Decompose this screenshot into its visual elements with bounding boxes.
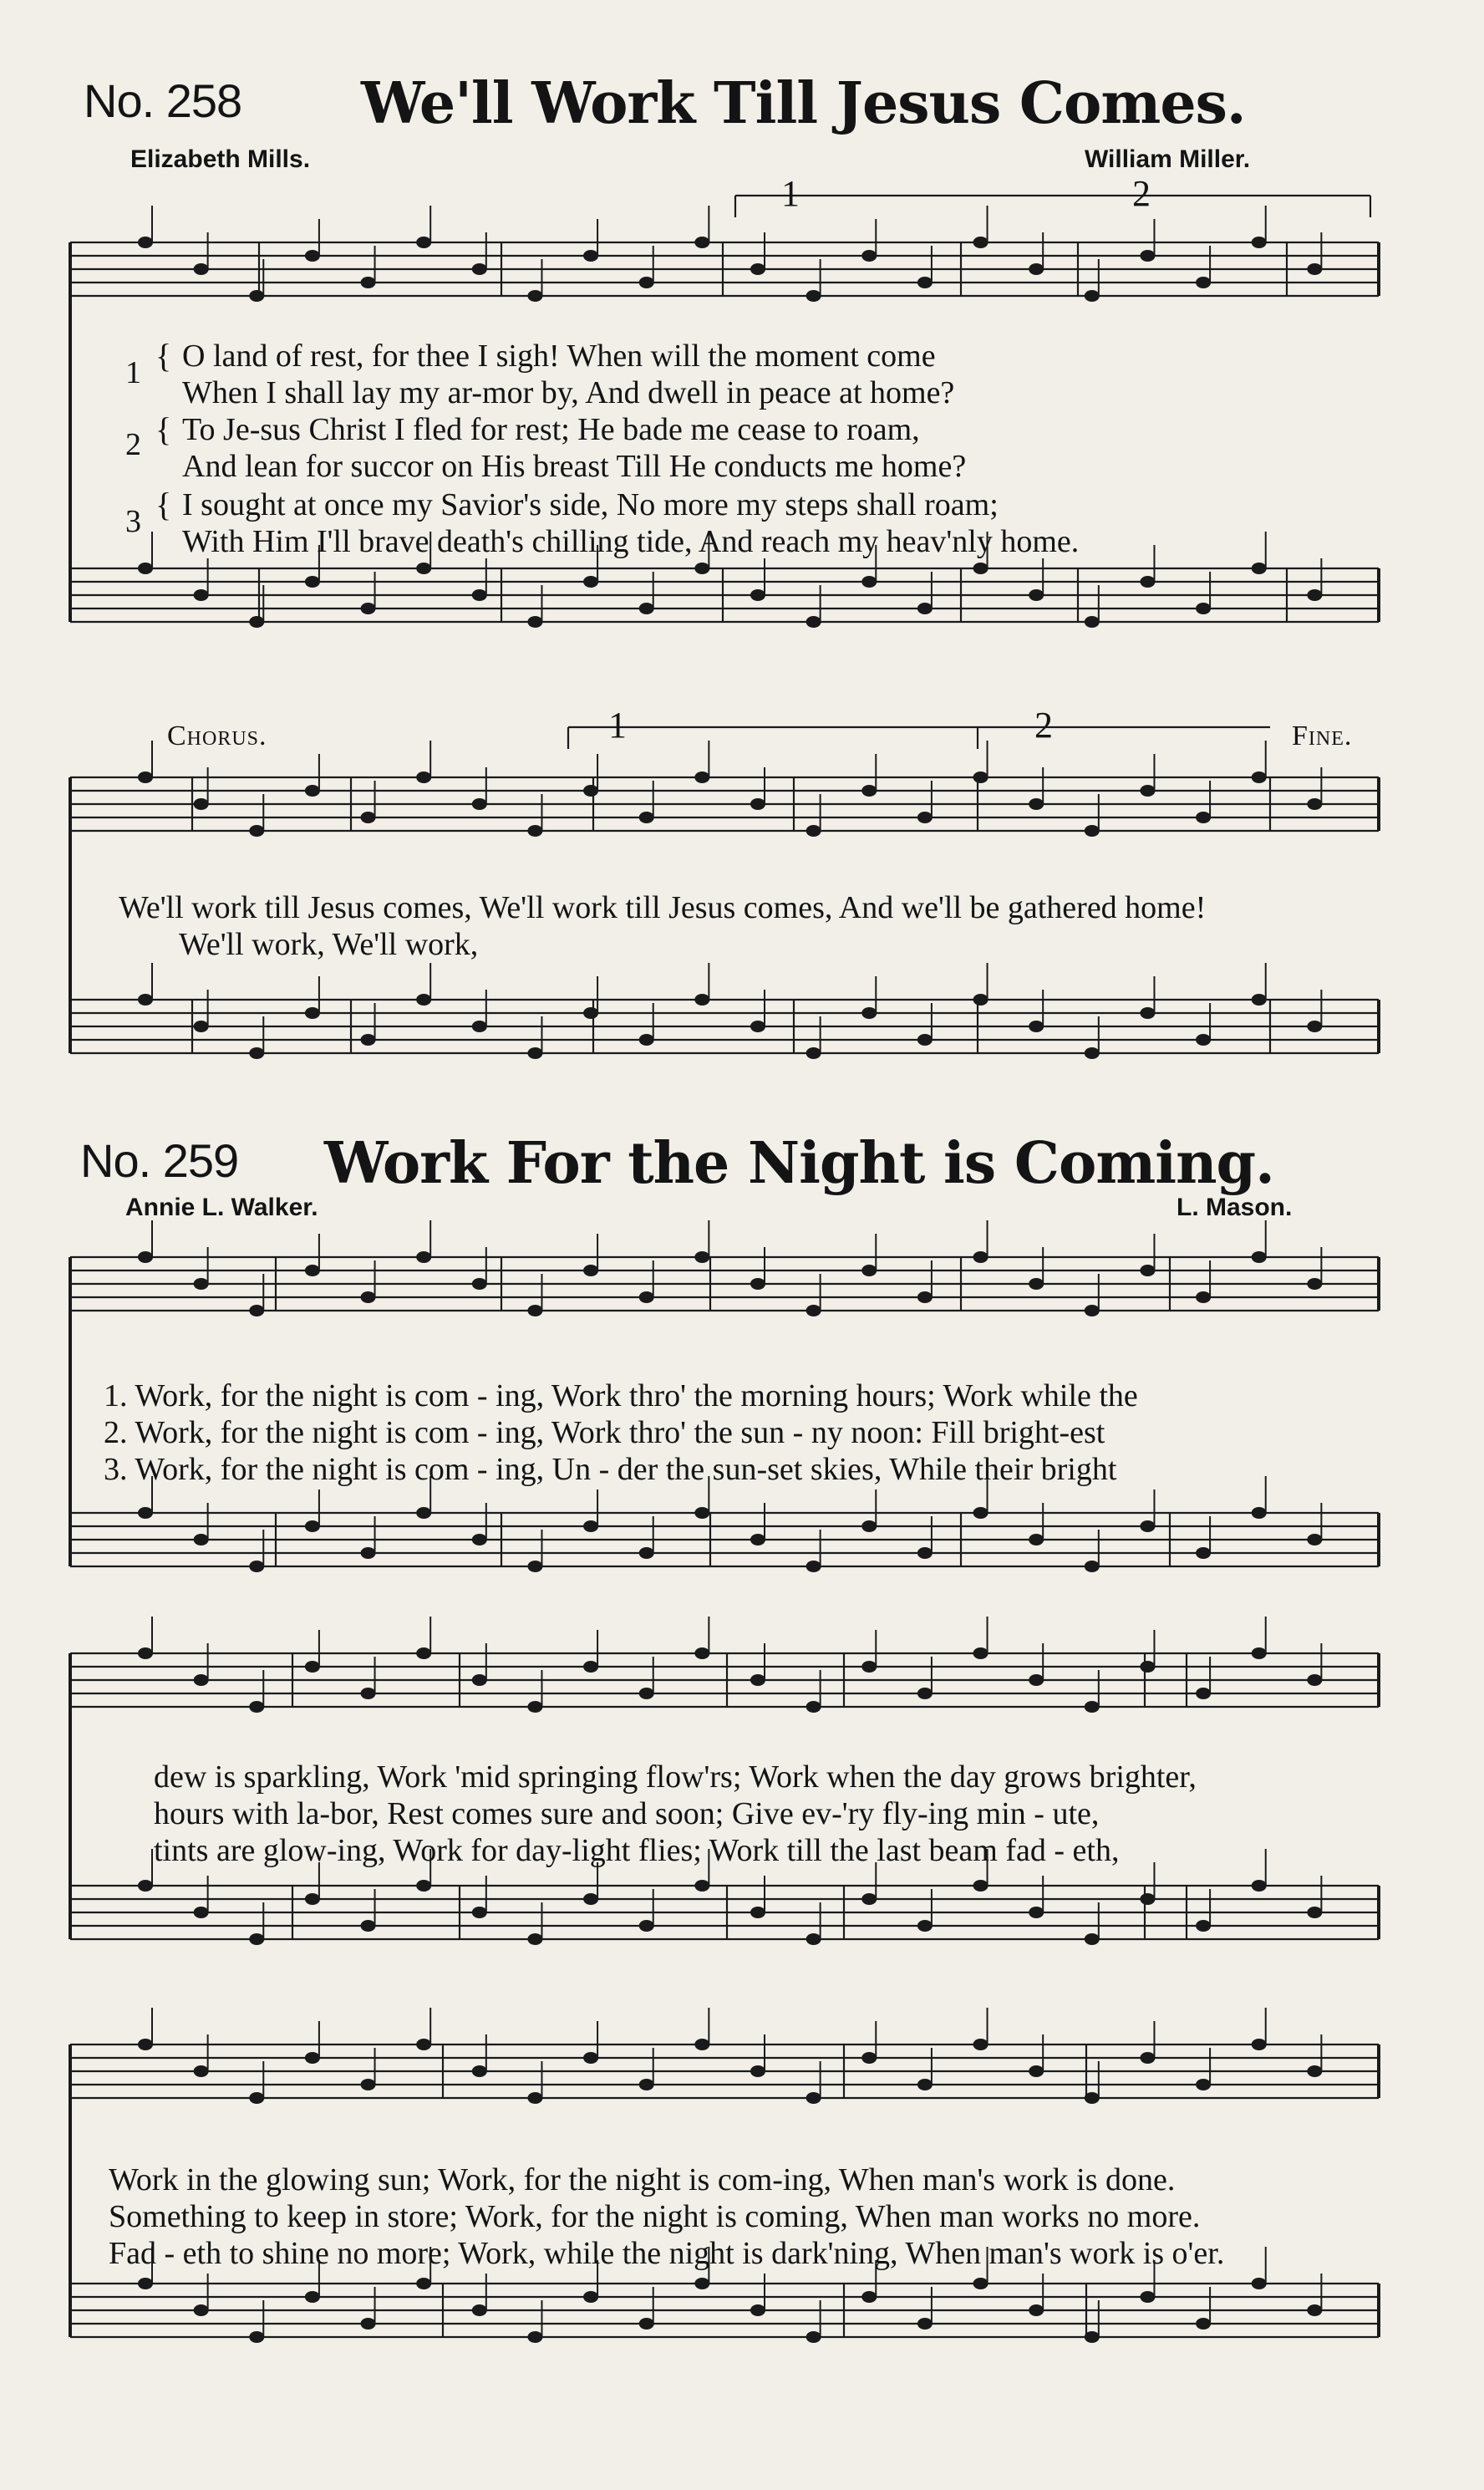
verse-2-line-1: To Je-sus Christ I fled for rest; He bade me cease to roam, (182, 412, 920, 447)
hymn-259-number: No. 259 (80, 1134, 239, 1187)
hymn-258-composer: William Miller. (1085, 145, 1251, 173)
hymn-258-title: We'll Work Till Jesus Comes. (361, 70, 1246, 137)
system-1-verse-2: 2. Work, for the night is com - ing, Work thro' the sun - ny noon: Fill bright-est (104, 1415, 1105, 1450)
verse-number: 1 (125, 355, 141, 390)
verse-brace: { (155, 410, 172, 448)
verse-1-line-1: O land of rest, for thee I sigh! When will the moment come (182, 339, 936, 374)
system-1-verse-1: 1. Work, for the night is com - ing, Work thro' the morning hours; Work while the (104, 1378, 1138, 1413)
second-ending-number: 2 (1132, 173, 1151, 214)
verse-3-line-1: I sought at once my Savior's side, No more my steps shall roam; (182, 487, 999, 522)
system-2-verse-3: tints are glow-ing, Work for day-light flies; Work till the last beam fad - eth, (154, 1833, 1120, 1868)
chorus-second-ending-number: 2 (1034, 705, 1053, 746)
first-ending-number: 1 (781, 173, 800, 214)
fine-label: Fine. (1292, 721, 1353, 751)
verse-number: 3 (125, 504, 141, 539)
hymn-259-title: Work For the Night is Coming. (324, 1130, 1274, 1197)
system-2-verse-1: dew is sparkling, Work 'mid springing flow'rs; Work when the day grows brighter, (154, 1759, 1197, 1795)
system-3-verse-3: Fad - eth to shine no more; Work, while the night is dark'ning, When man's work is o'er. (109, 2236, 1225, 2271)
hymn-258-number: No. 258 (84, 74, 242, 127)
chorus-line-1: We'll work till Jesus comes, We'll work till Jesus comes, And we'll be gathered home! (119, 890, 1207, 925)
verse-brace: { (155, 486, 172, 523)
verse-2-line-2: And lean for succor on His breast Till He conducts me home? (182, 449, 967, 484)
system-3-verse-1: Work in the glowing sun; Work, for the night is com-ing, When man's work is done. (109, 2162, 1176, 2197)
hymn-258-lyricist: Elizabeth Mills. (130, 145, 311, 173)
verse-1-line-2: When I shall lay my ar-mor by, And dwell in peace at home? (182, 375, 955, 410)
chorus-label: Chorus. (167, 721, 267, 751)
chorus-first-ending-number: 1 (608, 705, 627, 746)
hymn-259-lyricist: Annie L. Walker. (125, 1194, 318, 1221)
verse-brace: { (155, 337, 172, 374)
verse-3-line-2: With Him I'll brave death's chilling tide, And reach my heav'nly home. (182, 524, 1080, 559)
system-2-verse-2: hours with la-bor, Rest comes sure and soon; Give ev-'ry fly-ing min - ute, (154, 1796, 1100, 1831)
chorus-echo-line: We'll work, We'll work, (179, 927, 479, 962)
hymn-259-composer: L. Mason. (1177, 1194, 1293, 1221)
system-1-verse-3: 3. Work, for the night is com - ing, Un - der the sun-set skies, While their bright (104, 1452, 1117, 1487)
system-3-verse-2: Something to keep in store; Work, for the night is coming, When man works no more. (109, 2199, 1201, 2234)
verse-number: 2 (125, 427, 141, 462)
